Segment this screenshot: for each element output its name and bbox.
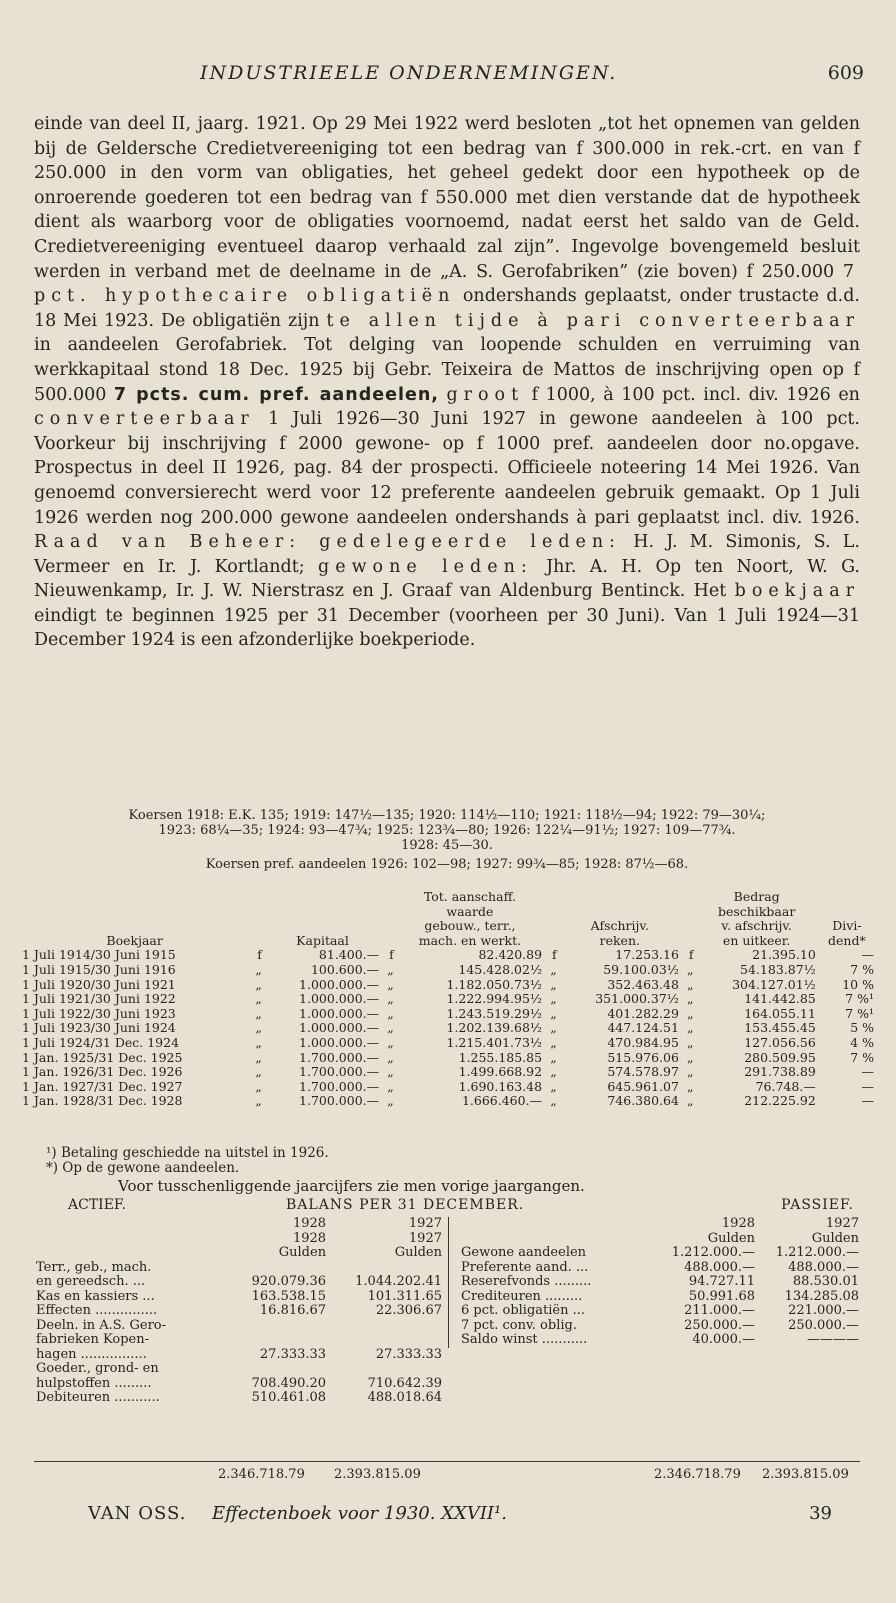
balance-totals (34, 1461, 860, 1489)
value-1927 (328, 1319, 444, 1334)
dividend-cell: 4 % (850, 1034, 874, 1050)
text-segment: H. J. M. Simonis, S. L. Vermeer en Ir. J. Kortlandt; (34, 532, 860, 577)
value-1928: 250.000.— (684, 1317, 755, 1333)
balance-heading (34, 1197, 860, 1217)
text-segment: 1 Juli 1926—30 Juni 1927 in gewone aandeelen à 100 pct. Voorkeur bij inschrijving f 2000 gewone- op f 1000 pref. aandeelen door no.opgave. Prospectus in deel II 1926, pag. 84 der prospecti. Officieele noteering 14 Mei 1926. Van genoemd conversierecht werd voor 12 preferente aandeelen gebruik gemaakt. Op 1 Juli 1926 werden nog 200.000 gewone aandeelen ondershands à pari geplaatst incl. div. 1926. (34, 409, 860, 528)
balance-label: fabrieken Kopen- (36, 1332, 149, 1347)
table-row (20, 992, 876, 1007)
text-segment: waarde (446, 903, 494, 919)
prefix-cell: „ (255, 1064, 262, 1080)
balance-liabilities (448, 1217, 861, 1348)
text-segment: Gulden (707, 1230, 755, 1246)
text-segment: 1927 (408, 1230, 442, 1246)
text-segment: Divi- (832, 918, 862, 934)
afschrijving-cell: 645.961.07 (607, 1078, 679, 1094)
value-1927: 27.333.33 (375, 1346, 442, 1362)
col-kapitaal: Kapitaal (296, 932, 349, 948)
spaced-text: gewone leden: (318, 556, 533, 577)
prefix-cell: „ (550, 1034, 557, 1050)
value-1927 (328, 1362, 444, 1377)
balance-row (453, 1290, 861, 1305)
dividend-cell: 7 % (850, 1049, 874, 1065)
aanschaffing-cell: 1.222.994.95½ (446, 991, 543, 1007)
balance-label: hagen ................ (36, 1346, 147, 1362)
prefix-cell: „ (550, 961, 557, 977)
prefix-cell: „ (687, 1093, 694, 1109)
table-row (20, 948, 876, 963)
prefix-cell: „ (687, 1020, 694, 1036)
aanschaffing-cell: 1.255.185.85 (458, 1049, 543, 1065)
prefix-cell: „ (255, 976, 262, 992)
text-segment: Gulden (278, 1245, 327, 1260)
spaced-text: Raad van Beheer: gedelegeerde leden: (34, 532, 622, 553)
value-1928: 40.000.— (692, 1332, 755, 1347)
running-header (0, 58, 896, 86)
aanschaffing-cell: 1.182.050.73½ (446, 976, 543, 992)
footnotes (46, 1146, 329, 1176)
spaced-text: converteerbaar (34, 409, 255, 430)
value-1928 (228, 1319, 328, 1334)
balance-label: 7 pct. conv. oblig. (461, 1317, 577, 1333)
aanschaffing-cell: 145.428.02½ (458, 961, 543, 977)
boekjaar-cell: 1 Juli 1923/30 Juni 1924 (22, 1020, 176, 1036)
value-1928: 27.333.33 (259, 1346, 327, 1362)
table-row (20, 978, 876, 993)
page-footer (34, 1503, 860, 1529)
aanschaffing-cell: 1.499.668.92 (458, 1064, 543, 1080)
text-segment: Afschrijv. (590, 918, 649, 934)
header-page-number: 609 (827, 62, 864, 84)
prefix-cell: „ (550, 1020, 557, 1036)
prefix-cell: „ (387, 1064, 394, 1080)
prefix-cell: „ (255, 1005, 262, 1021)
prefix-cell: „ (550, 976, 557, 992)
balance-label: Deeln. in A.S. Gero- (36, 1317, 167, 1333)
footer-author: VAN OSS. (88, 1503, 187, 1524)
value-1927: 101.311.65 (367, 1288, 442, 1304)
balance-row (34, 1261, 444, 1276)
prefix-cell: „ (687, 1064, 694, 1080)
value-1928 (228, 1333, 328, 1348)
kapitaal-cell: 1.000.000.— (299, 991, 380, 1007)
text-segment: Gulden (394, 1245, 442, 1260)
value-1927: 1.044.202.41 (355, 1274, 442, 1289)
prefix-cell: „ (687, 1078, 694, 1094)
text-segment: einde van deel II, jaarg. 1921. Op 29 Mei 1922 werd besloten „tot het opnemen van gelden bij de Geldersche Credietvereeniging tot een bedrag van f 300.000 in rek.-crt. en van f 250.000 in den vorm van obligaties, het geheel gedekt door een hypotheek op de onroerende goederen tot een bedrag van f 550.000 met dien verstande dat de hypotheek dient als waarborg voor de obligaties voornoemd, nadat eerst het saldo van de Geld. Credietvereeniging eventueel daarop verhaald zal zijn”. Ingevolge bovengemeld besluit werden in verband met de deelname in de „A. S. Gerofabriken” (zie boven) f 250.000 (34, 114, 860, 282)
table-row (20, 1094, 876, 1109)
balance-row (453, 1304, 861, 1319)
total-liabilities-1928: 2.346.718.79 (654, 1467, 741, 1482)
prefix-cell: „ (550, 1078, 557, 1094)
koersen-line: 1928: 45—30. (401, 838, 493, 853)
financial-history-table (20, 890, 876, 1109)
dividend-cell: 10 % (842, 976, 874, 992)
balance-row (453, 1261, 861, 1276)
value-1927: 488.018.64 (367, 1390, 442, 1405)
prefix-cell: „ (687, 991, 694, 1007)
aanschaffing-cell: 1.202.139.68½ (446, 1020, 543, 1036)
balance-label: Reserefvonds ......... (461, 1274, 592, 1289)
bold-text: 7 pcts. cum. pref. aandeelen, (113, 384, 439, 405)
table-row (20, 1065, 876, 1080)
beschikbaar-cell: 76.748.— (755, 1078, 816, 1094)
kapitaal-cell: 1.700.000.— (299, 1049, 380, 1065)
aanschaffing-cell: 82.420.89 (478, 947, 543, 963)
dividend-cell: 5 % (850, 1020, 874, 1036)
beschikbaar-cell: 280.509.95 (744, 1049, 816, 1065)
prefix-cell: „ (387, 976, 394, 992)
boekjaar-cell: 1 Jan. 1926/31 Dec. 1926 (22, 1064, 183, 1080)
value-1928: 50.991.68 (688, 1288, 755, 1304)
value-1928: 211.000.— (684, 1303, 755, 1318)
value-1928: 488.000.— (684, 1259, 755, 1275)
afschrijving-cell: 352.463.48 (607, 976, 679, 992)
kapitaal-cell: 1.000.000.— (299, 1020, 380, 1036)
value-1928: 920.079.36 (251, 1274, 327, 1289)
footnote: *) Op de gewone aandeelen. (46, 1160, 240, 1176)
balance-row (34, 1304, 444, 1319)
afschrijving-cell: 351.000.37½ (595, 991, 679, 1007)
balance-label: Preferente aand. ... (461, 1259, 589, 1275)
value-1927: 1.212.000.— (775, 1245, 859, 1260)
text-segment: 1928 (292, 1230, 327, 1246)
text-segment: f 1000, à 100 pct. incl. div. 1926 en (531, 384, 860, 405)
prefix-cell: „ (550, 991, 557, 1007)
afschrijving-cell: 574.578.97 (607, 1064, 679, 1080)
afschrijving-cell: 447.124.51 (607, 1020, 679, 1036)
value-1927 (328, 1261, 444, 1276)
text-segment: 1928 (721, 1216, 755, 1231)
text-segment: Jhr. A. H. Op ten Noort, W. G. Nieuwenkamp, Ir. J. W. Nierstrasz en J. Graaf van Aldenburg Bentinck. Het (34, 556, 860, 602)
balance-row (34, 1275, 444, 1290)
prefix-cell: „ (687, 976, 694, 992)
kapitaal-cell: 1.000.000.— (299, 1005, 380, 1021)
total-liabilities-1927: 2.393.815.09 (762, 1467, 849, 1482)
balance-row (453, 1246, 861, 1261)
afschrijving-cell: 515.976.06 (607, 1049, 679, 1065)
footnote: ¹) Betaling geschiedde na uitstel in 1926. (46, 1145, 329, 1161)
table-row (20, 1051, 876, 1066)
prefix-cell: „ (687, 1005, 694, 1021)
aanschaffing-cell: 1.243.519.29½ (446, 1005, 543, 1021)
beschikbaar-cell: 164.055.11 (744, 1005, 816, 1021)
col-boekjaar: Boekjaar (106, 932, 163, 948)
value-1928 (228, 1261, 328, 1276)
balance-label: Goeder., grond- en (36, 1361, 159, 1376)
value-1928: 163.538.15 (251, 1288, 327, 1304)
text-segment: 1928 (292, 1216, 327, 1231)
afschrijving-cell: 401.282.29 (607, 1005, 679, 1021)
table-row (20, 963, 876, 978)
dividend-cell: 7 %¹ (845, 991, 874, 1007)
text-segment: Tot. aanschaff. (423, 889, 516, 904)
boekjaar-cell: 1 Jan. 1925/31 Dec. 1925 (22, 1049, 183, 1065)
prefix-cell: f (688, 947, 694, 963)
text-segment: ondershands geplaatst, onder trustacte d.d. 18 Mei 1923. De obligatiën zijn (34, 286, 860, 331)
prefix-cell: „ (550, 1005, 557, 1021)
prefix-cell: „ (255, 991, 262, 1007)
balance-row (34, 1348, 444, 1363)
aanschaffing-cell: 1.215.401.73½ (446, 1034, 543, 1050)
beschikbaar-cell: 304.127.01½ (732, 976, 816, 992)
boekjaar-cell: 1 Jan. 1927/31 Dec. 1927 (22, 1078, 183, 1094)
balance-row (34, 1362, 444, 1377)
boekjaar-cell: 1 Juli 1920/30 Juni 1921 (22, 976, 176, 992)
prefix-cell: „ (255, 1049, 262, 1065)
value-1927: 22.306.67 (375, 1303, 442, 1318)
balance-title: BALANS PER 31 DECEMBER. (286, 1197, 525, 1213)
text-segment: eindigt te beginnen 1925 per 31 December (voorheen per 30 Juni). Van 1 Juli 1924—31 December 1924 is een afzonderlijke boekperiode. (34, 605, 860, 651)
body-paragraph (34, 112, 860, 653)
prefix-cell: „ (387, 1020, 394, 1036)
kapitaal-cell: 81.400.— (318, 947, 380, 963)
prefix-cell: „ (550, 1064, 557, 1080)
beschikbaar-cell: 127.056.56 (744, 1034, 816, 1050)
dividend-cell: — (861, 1064, 874, 1080)
boekjaar-cell: 1 Juli 1922/30 Juni 1923 (22, 1005, 176, 1021)
total-assets-1927: 2.393.815.09 (334, 1467, 421, 1482)
value-1927: ———— (807, 1332, 859, 1347)
col-afschrijving: reken. (599, 932, 640, 948)
prefix-cell: f (257, 947, 262, 963)
prefix-cell: „ (387, 1078, 394, 1094)
header-title: INDUSTRIEELE ONDERNEMINGEN. (200, 62, 618, 84)
price-quotations (34, 808, 860, 872)
spaced-text: groot (446, 384, 525, 405)
balance-row (34, 1377, 444, 1392)
text-segment: 1927 (825, 1216, 859, 1231)
balance-label: Crediteuren ......... (461, 1288, 583, 1304)
balance-row (34, 1290, 444, 1305)
value-1927: 488.000.— (788, 1259, 859, 1275)
value-1927: 221.000.— (788, 1303, 859, 1318)
prefix-cell: „ (387, 991, 394, 1007)
prefix-cell: „ (387, 1093, 394, 1109)
balance-label: Debiteuren ........... (36, 1390, 160, 1405)
balance-label: Gewone aandeelen (461, 1245, 587, 1260)
balance-row (453, 1319, 861, 1334)
table-row (20, 1080, 876, 1095)
kapitaal-cell: 1.700.000.— (299, 1093, 380, 1109)
prefix-cell: „ (255, 1034, 262, 1050)
dividend-cell: — (861, 947, 874, 963)
afschrijving-cell: 59.100.03½ (603, 961, 679, 977)
kapitaal-cell: 1.700.000.— (299, 1064, 380, 1080)
prefix-cell: „ (387, 961, 394, 977)
prefix-cell: „ (550, 1093, 557, 1109)
prefix-cell: „ (255, 1093, 262, 1109)
value-1928: 16.816.67 (259, 1303, 327, 1318)
boekjaar-cell: 1 Juli 1914/30 Juni 1915 (22, 947, 176, 963)
value-1928: 1.212.000.— (671, 1245, 755, 1260)
beschikbaar-cell: 153.455.45 (744, 1020, 816, 1036)
afschrijving-cell: 470.984.95 (607, 1034, 679, 1050)
footer-book-title (212, 1503, 507, 1524)
beschikbaar-cell: 212.225.92 (744, 1093, 816, 1109)
balance-label: Effecten ............... (36, 1303, 158, 1318)
dividend-cell: — (861, 1078, 874, 1094)
beschikbaar-cell: 54.183.87½ (740, 961, 816, 977)
total-assets-1928: 2.346.718.79 (218, 1467, 305, 1482)
spaced-text: 7 pct. hypothecaire obligatiën (34, 261, 860, 307)
boekjaar-cell: 1 Juli 1915/30 Juni 1916 (22, 961, 176, 977)
balance-label: Saldo winst ........... (461, 1332, 588, 1347)
balance-intro: Voor tusschenliggende jaarcijfers zie men vorige jaargangen. (118, 1177, 585, 1195)
text-segment: Effectenboek voor 1930. (212, 1503, 436, 1524)
text-segment: beschikbaar (717, 903, 796, 919)
text-segment: gebouw., terr., (424, 918, 516, 934)
dividend-cell: 7 % (850, 961, 874, 977)
balance-row (34, 1319, 444, 1334)
value-1928: 510.461.08 (251, 1390, 327, 1405)
prefix-cell: f (389, 947, 394, 963)
actief-label: ACTIEF. (68, 1197, 126, 1213)
prefix-cell: „ (255, 1020, 262, 1036)
kapitaal-cell: 1.700.000.— (299, 1078, 380, 1094)
col-aanschaffing: mach. en werkt. (418, 932, 522, 948)
value-1927: 134.285.08 (784, 1288, 859, 1304)
balance-label: 6 pct. obligatiën ... (461, 1303, 586, 1318)
prefix-cell: „ (387, 1034, 394, 1050)
table-row (20, 1036, 876, 1051)
prefix-cell: „ (255, 961, 262, 977)
balance-row (34, 1333, 444, 1348)
text-segment: Bedrag (733, 889, 780, 904)
prefix-cell: „ (687, 961, 694, 977)
text-segment: Gulden (811, 1230, 859, 1246)
footer-page-number: 39 (809, 1503, 832, 1524)
balance-assets (34, 1217, 444, 1406)
balance-label: Kas en kassiers ... (36, 1288, 155, 1304)
boekjaar-cell: 1 Juli 1924/31 Dec. 1924 (22, 1034, 180, 1050)
value-1928 (228, 1362, 328, 1377)
table-row (20, 1021, 876, 1036)
balance-label: hulpstoffen ......... (36, 1375, 152, 1391)
spaced-text: te allen tijde à pari converteerbaar (326, 310, 860, 331)
kapitaal-cell: 1.000.000.— (299, 976, 380, 992)
value-1927: 710.642.39 (367, 1375, 442, 1391)
kapitaal-cell: 100.600.— (310, 961, 380, 977)
koersen-line: 1923: 68¼—35; 1924: 93—47¾; 1925: 123¾—80; 1926: 122¼—91½; 1927: 109—77¾. (158, 823, 736, 838)
prefix-cell: „ (255, 1078, 262, 1094)
afschrijving-cell: 17.253.16 (615, 947, 679, 963)
col-dividend: dend* (828, 932, 866, 948)
koersen-line: Koersen 1918: E.K. 135; 1919: 147½—135; 1920: 114½—110; 1921: 118½—94; 1922: 79—30¼; (128, 808, 766, 823)
value-1928: 94.727.11 (688, 1274, 755, 1289)
prefix-cell: „ (387, 1005, 394, 1021)
beschikbaar-cell: 141.442.85 (744, 991, 816, 1007)
prefix-cell: „ (687, 1034, 694, 1050)
aanschaffing-cell: 1.666.460.— (461, 1093, 543, 1109)
prefix-cell: „ (387, 1049, 394, 1065)
text-segment: 1927 (408, 1216, 442, 1231)
prefix-cell: f (552, 947, 557, 963)
col-beschikbaar: en uitkeer. (722, 932, 791, 948)
dividend-cell: — (861, 1093, 874, 1109)
passief-label: PASSIEF. (781, 1197, 854, 1213)
koersen-pref-line: Koersen pref. aandeelen 1926: 102—98; 1927: 99¾—85; 1928: 87½—68. (205, 857, 689, 872)
balance-row (453, 1333, 861, 1348)
beschikbaar-cell: 21.395.10 (752, 947, 816, 963)
kapitaal-cell: 1.000.000.— (299, 1034, 380, 1050)
value-1927: 88.530.01 (792, 1274, 859, 1289)
prefix-cell: „ (550, 1049, 557, 1065)
table-row (20, 1007, 876, 1022)
text-segment: in aandeelen Gerofabriek. Tot delging van loopende schulden en verruiming van werkkapitaal stond 18 Dec. 1925 bij Gebr. Teixeira de Mattos de inschrijving open op f 500.000 (34, 335, 860, 405)
spaced-text: boekjaar (734, 581, 860, 602)
boekjaar-cell: 1 Juli 1921/30 Juni 1922 (22, 991, 176, 1007)
aanschaffing-cell: 1.690.163.48 (458, 1078, 543, 1094)
text-segment: XXVII¹. (441, 1503, 507, 1524)
text-segment: v. afschrijv. (721, 918, 792, 934)
dividend-cell: 7 %¹ (845, 1005, 874, 1021)
value-1928: 708.490.20 (251, 1375, 327, 1391)
balance-row (453, 1275, 861, 1290)
balance-label: en gereedsch. ... (36, 1274, 146, 1289)
balance-label: Terr., geb., mach. (36, 1259, 152, 1275)
balance-row (34, 1391, 444, 1406)
boekjaar-cell: 1 Jan. 1928/31 Dec. 1928 (22, 1093, 183, 1109)
afschrijving-cell: 746.380.64 (607, 1093, 679, 1109)
value-1927: 250.000.— (788, 1317, 859, 1333)
value-1927 (328, 1333, 444, 1348)
beschikbaar-cell: 291.738.89 (744, 1064, 816, 1080)
prefix-cell: „ (687, 1049, 694, 1065)
